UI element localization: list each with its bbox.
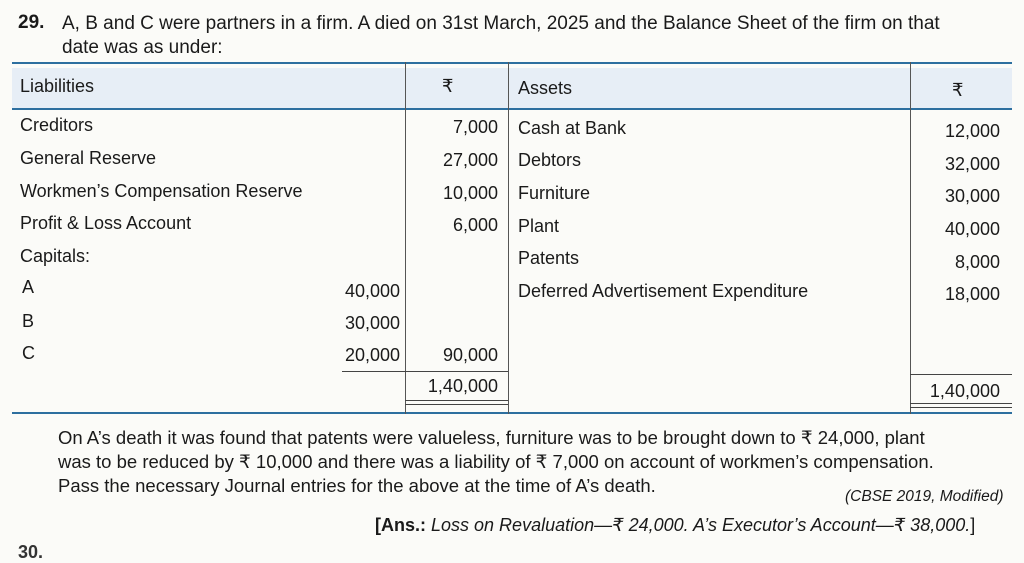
- header-rupee-liabilities: ₹: [442, 76, 454, 96]
- asset-label: Patents: [518, 248, 580, 268]
- table-header-rule: [12, 108, 1012, 110]
- liab-total-top-rule: [405, 371, 508, 372]
- assets-total: 1,40,000: [929, 381, 1000, 401]
- asset-label: Cash at Bank: [518, 118, 627, 138]
- col-divider-middle: [508, 62, 509, 414]
- asset-label: Debtors: [518, 150, 582, 170]
- asset-amount: 8,000: [954, 252, 1000, 272]
- header-liabilities: Liabilities: [20, 76, 95, 96]
- asset-total-double-rule-1: [910, 403, 1012, 404]
- liab-total-double-rule-2: [405, 404, 508, 405]
- table-header-band: [12, 68, 1012, 108]
- capital-partner-amount: 30,000: [344, 313, 400, 333]
- next-question-number: 30.: [18, 542, 44, 562]
- answer-prefix: [Ans.:: [375, 515, 426, 535]
- note-line3: Pass the necessary Journal entries for the above at the time of A’s death.: [58, 475, 656, 496]
- col-divider-asset-amount: [910, 62, 911, 414]
- question-number: 29.: [18, 12, 45, 33]
- asset-total-top-rule: [910, 374, 1012, 375]
- header-assets: Assets: [518, 78, 573, 98]
- asset-amount: 30,000: [944, 186, 1000, 206]
- col-divider-liab-amount: [405, 62, 406, 414]
- liability-label: General Reserve: [20, 148, 157, 168]
- asset-amount: 18,000: [944, 284, 1000, 304]
- asset-amount: 12,000: [944, 121, 1000, 141]
- asset-label: Plant: [518, 216, 560, 236]
- capitals-total: 90,000: [442, 345, 498, 365]
- asset-amount: 40,000: [944, 219, 1000, 239]
- capitals-underline: [342, 371, 406, 372]
- liability-amount: 6,000: [452, 215, 498, 235]
- table-top-rule: [12, 62, 1012, 64]
- liability-label: Creditors: [20, 115, 94, 135]
- note-line1: On A’s death it was found that patents were valueless, furniture was to be brought down to ₹ 24,000, plant: [58, 427, 925, 448]
- capital-partner-label: A: [22, 277, 35, 297]
- capital-partner-amount: 40,000: [344, 281, 400, 301]
- asset-amount: 32,000: [944, 154, 1000, 174]
- citation: (CBSE 2019, Modified): [845, 488, 1004, 505]
- capital-partner-amount: 20,000: [344, 345, 400, 365]
- capital-partner-label: C: [22, 343, 35, 363]
- liability-amount: 10,000: [442, 183, 498, 203]
- liability-label: Workmen’s Compensation Reserve: [20, 181, 303, 201]
- capital-partner-label: B: [22, 311, 35, 331]
- balance-sheet-table: [12, 62, 1012, 416]
- liabilities-total: 1,40,000: [427, 376, 498, 396]
- answer-text: Loss on Revaluation—₹ 24,000. A’s Executor’s Account—₹ 38,000.: [431, 515, 971, 535]
- liability-label: Profit & Loss Account: [20, 213, 192, 233]
- asset-total-double-rule-2: [910, 407, 1012, 408]
- question-text: [62, 12, 1012, 60]
- table-bottom-rule: [12, 412, 1012, 414]
- answer-suffix: ]: [970, 515, 976, 535]
- question-text-line2: date was as under:: [62, 37, 223, 58]
- asset-label: Deferred Advertisement Expenditure: [518, 281, 809, 301]
- liability-amount: 7,000: [452, 117, 498, 137]
- answer-line: [375, 515, 975, 536]
- liability-label: Capitals:: [20, 246, 91, 266]
- liability-amount: 27,000: [442, 150, 498, 170]
- question-text-line1: A, B and C were partners in a firm. A died on 31st March, 2025 and the Balance Sheet of the firm on that: [62, 13, 940, 34]
- note-line2: was to be reduced by ₹ 10,000 and there was a liability of ₹ 7,000 on account of workmen’s compensation.: [58, 451, 934, 472]
- liab-total-double-rule-1: [405, 400, 508, 401]
- header-rupee-assets: ₹: [952, 80, 964, 100]
- asset-label: Furniture: [518, 183, 591, 203]
